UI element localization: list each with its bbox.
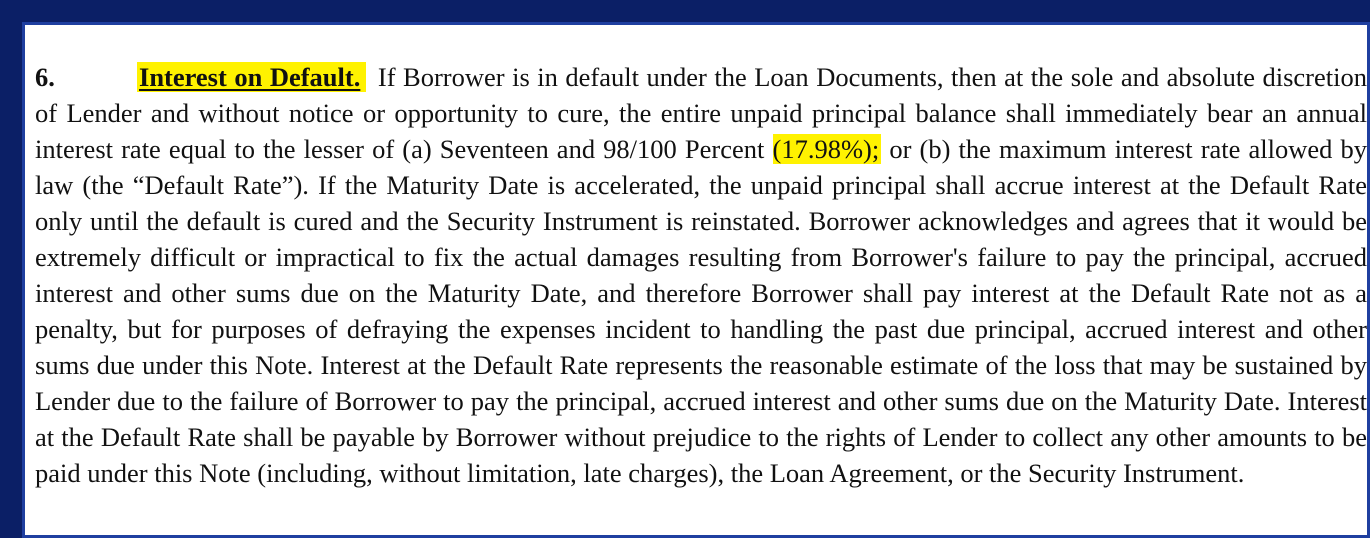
section-text-part-2: or (b) the maximum interest rate allowed by law (the “Default Rate”). If the Maturity Date is accelerated, the unpaid principal shall accrue interest at the Default Rate only until the default is cured and the Security Instrument is reinstated. Borrower acknowledges and agrees that it would be extremely difficult or impractical to fix the actual damages resulting from Borrower's failure to pay the principal, accrued interest and other sums due on the Maturity Date, and therefore Borrower shall pay interest at the Default Rate not as a penalty, but for purposes of defraying the expenses incident to handling the past due principal, accrued interest and other sums due under this Note. Interest at the Default Rate represents the reasonable estimate of the loss that may be sustained by Lender due to the failure of Borrower to pay the principal, accrued interest and other sums due on the Maturity Date. Interest at the Default Rate shall be payable by Borrower without prejudice to the rights of Lender to collect any other amounts to be paid under this Note (including, without limitation, late charges), the Loan Agreement, or the Security Instrument. xyxy=(35,133,1368,488)
section-paragraph xyxy=(35,59,1367,491)
highlighted-rate: (17.98%); xyxy=(772,133,880,164)
document-page xyxy=(22,22,1370,538)
section-heading: Interest on Default. xyxy=(137,62,366,92)
section-text-part-1: If Borrower is in default under the Loan Documents, then at the sole and absolute discretion of Lender and without notice or opportunity to cure, the entire unpaid principal balance shall immediately bear an annual interest rate equal to the lesser of (a) Seventeen and 98/100 Percent xyxy=(35,61,1367,164)
section-number: 6. xyxy=(35,61,55,92)
